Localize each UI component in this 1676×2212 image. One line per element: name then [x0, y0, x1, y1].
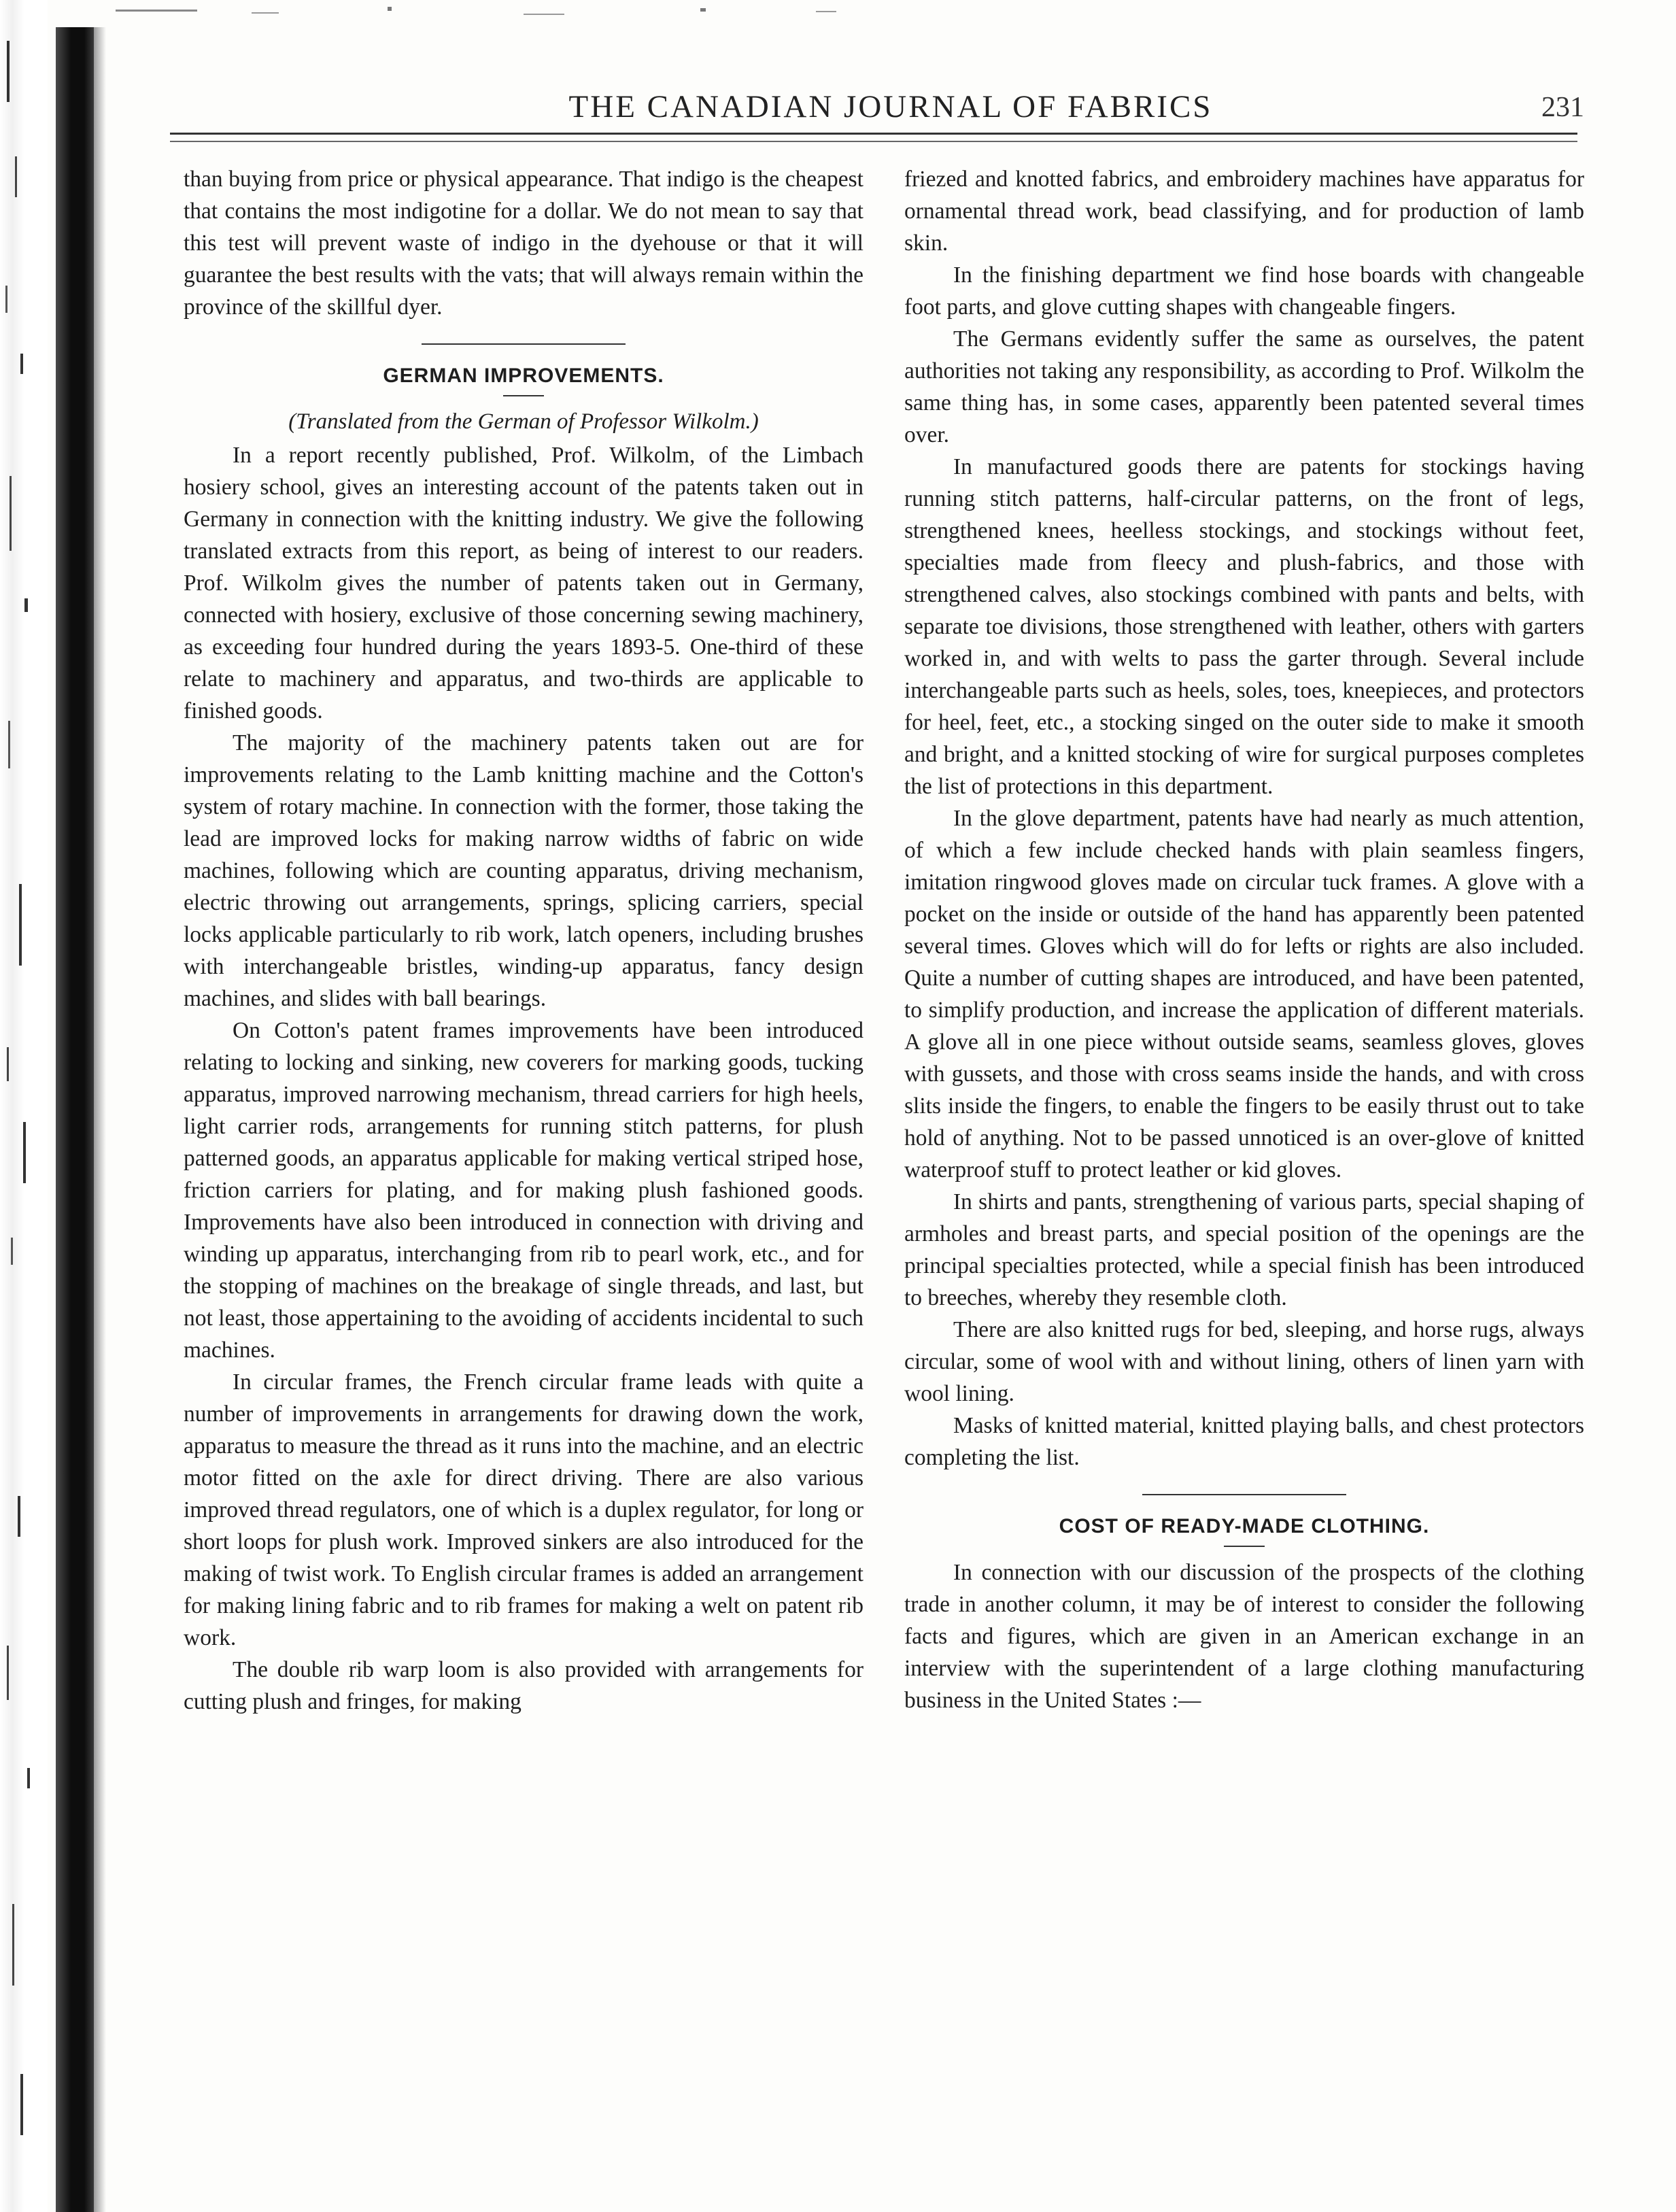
paragraph: In shirts and pants, strengthening of various parts, special shaping of armholes and breast parts, and special position of the openings are the principal specialties protected, while a special finish has been introduced to breeches, whereby they resemble cloth. [904, 1189, 1584, 1310]
paragraph: In the finishing department we find hose boards with changeable foot parts, and glove cutting shapes with changeable fingers. [904, 262, 1584, 320]
binding-gradient [94, 27, 106, 2212]
section-divider [422, 343, 626, 345]
edge-specks [0, 0, 54, 2212]
binding-shadow [56, 27, 94, 2212]
right-column [904, 163, 1584, 1716]
header-rule [170, 133, 1577, 142]
section-title-german-improvements: GERMAN IMPROVEMENTS. [383, 364, 664, 387]
paragraph: The majority of the machinery patents taken out are for improvements relating to the Lamb knitting machine and the Cotton's system of rotary machine. In connection with the former, those taking the lead are improved locks for making narrow widths of fabric on wide machines, following which are counting apparatus, driving mechanism, electric throwing out arrangements, springs, splicing carriers, special locks applicable particularly to rib work, latch openers, including brushes with interchangeable bristles, winding-up apparatus, fancy design machines, and slides with ball bearings. [184, 730, 863, 1011]
title-underline [1224, 1546, 1265, 1547]
left-column [184, 163, 863, 1718]
paragraph: The double rib warp loom is also provided with arrangements for cutting plush and fringes, for making [184, 1657, 863, 1714]
page-number: 231 [1541, 92, 1584, 123]
paragraph: In manufactured goods there are patents for stockings having running stitch patterns, half-circular patterns, on the front of legs, strengthened knees, heelless stockings, and stockings without feet, specialties made from fleecy and plush-fabrics, and those with strengthened calves, also stockings combined with pants and belts, with separate toe divisions, those strengthened with leather, others with garters worked in, and with welts to pass the garter through. Several include interchangeable parts such as heels, soles, toes, kneepieces, and protectors for heel, feet, etc., a stocking singed on the outer side to make it smooth and bright, and a knitted stocking of wire for surgical purposes completes the list of protections in this department. [904, 454, 1584, 799]
paragraph: In connection with our discussion of the prospects of the clothing trade in another column, it may be of interest to consider the following facts and figures, which are given in an American exchange in an interview with the superintendent of a large clothing manufacturing business in the United States :— [904, 1560, 1584, 1713]
paragraph: In circular frames, the French circular frame leads with quite a number of improvements in arrangements for drawing down the work, apparatus to measure the thread as it runs into the machine, and an electric motor fitted on the axle for direct driving. There are also various improved thread regulators, one of which is a duplex regulator, for long or short loops for plush work. Improved sinkers are also introduced for the making of twist work. To English circular frames is added an arrangement for making lining fabric and to rib frames for making a welt on patent rib work. [184, 1369, 863, 1650]
paragraph: The Germans evidently suffer the same as ourselves, the patent authorities not taking any responsibility, as according to Prof. Wilkolm the same thing has, in some cases, apparently been patented several times over. [904, 326, 1584, 447]
paragraph: In the glove department, patents have had nearly as much attention, of which a few include checked hands with plain seamless fingers, imitation ringwood gloves made on circular tuck frames. A glove with a pocket on the inside or outside of the hand has apparently been patented several times. Gloves which will do for lefts or rights are also included. Quite a number of cutting shapes are introduced, and have been patented, to simplify production, and increase the application of different materials. A glove all in one piece without outside seams, seamless gloves, gloves with gussets, and those with cross seams inside the hands, and with cross slits inside the fingers, to enable the fingers to be easily thrust out to take hold of anything. Not to be passed unnoticed is an over-glove of knitted waterproof stuff to protect leather or kid gloves. [904, 806, 1584, 1182]
section-title-cost-of-clothing: COST OF READY-MADE CLOTHING. [1059, 1515, 1430, 1537]
continuation-paragraph: friezed and knotted fabrics, and embroidery machines have apparatus for ornamental thread work, bead classifying, and for production of lamb skin. [904, 167, 1584, 256]
title-underline [503, 395, 544, 396]
paragraph: Masks of knitted material, knitted playing balls, and chest protectors completing the list. [904, 1413, 1584, 1470]
paragraph: In a report recently published, Prof. Wilkolm, of the Limbach hosiery school, gives an interesting account of the patents taken out in Germany in connection with the knitting industry. We give the following translated extracts from this report, as being of interest to our readers. Prof. Wilkolm gives the number of patents taken out in Germany, connected with hosiery, exclusive of those concerning sewing machinery, as exceeding four hundred during the years 1893-5. One-third of these relate to machinery and apparatus, and two-thirds are applicable to finished goods. [184, 443, 863, 724]
paragraph: There are also knitted rugs for bed, sleeping, and horse rugs, always circular, some of wool with and without lining, others of linen yarn with wool lining. [904, 1317, 1584, 1406]
top-edge-specks [102, 0, 918, 27]
byline: (Translated from the German of Professor Wilkolm.) [288, 409, 759, 434]
intro-paragraph: than buying from price or physical appearance. That indigo is the cheapest that contains the most indigotine for a dollar. We do not mean to say that this test will prevent waste of indigo in the dyehouse or that it will guarantee the best results with the vats; that will always remain within the province of the skillful dyer. [184, 167, 863, 320]
journal-title: THE CANADIAN JOURNAL OF FABRICS [568, 89, 1213, 124]
paragraph: On Cotton's patent frames improvements have been introduced relating to locking and sinking, new coverers for marking goods, tucking apparatus, improved narrowing mechanism, thread carriers for high heels, light carrier rods, arrangements for running stitch patterns, for plush patterned goods, an apparatus applicable for making vertical striped hose, friction carriers for plating, and for making plush fashioned goods. Improvements have also been introduced in connection with driving and winding up apparatus, interchanging from rib to pearl work, etc., and for the stopping of machines on the breakage of single threads, and last, but not least, those appertaining to the avoiding of accidents incidental to such machines. [184, 1018, 863, 1363]
section-divider [1142, 1494, 1346, 1495]
